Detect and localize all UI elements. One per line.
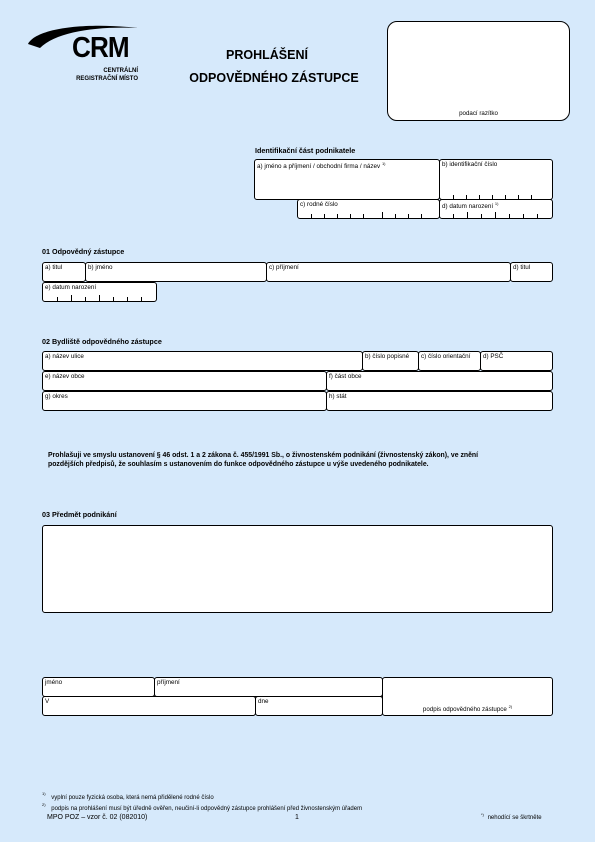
logo-text: CRM <box>72 32 129 64</box>
birth-date-label: d) datum narození <box>442 203 494 210</box>
date-label: dne <box>258 698 269 705</box>
title-before-field[interactable] <box>42 262 86 282</box>
birth-date-field[interactable] <box>439 199 553 219</box>
district-field[interactable] <box>42 391 327 411</box>
footnote-2-text: podpis na prohlášení musí být úředně ověřen, neučiní-li odpovědný zástupce prohlášení před živnostenským úřadem <box>51 806 363 812</box>
signature-caption <box>383 704 552 713</box>
state-label: h) stát <box>329 393 347 400</box>
logo-line1: CENTRÁLNÍ <box>103 68 138 74</box>
representative-birth-date-label: e) datum narození <box>45 284 97 291</box>
business-name-label: a) jméno a příjmení / obchodní firma / název <box>257 163 381 170</box>
footnote-1-mark: 1) <box>42 791 46 796</box>
footnote-1-text: vyplní pouze fyzická osoba, která nemá přidělené rodné číslo <box>51 795 214 801</box>
surname-label: c) příjmení <box>269 264 299 271</box>
signer-first-name-label: jméno <box>45 679 63 686</box>
date-field[interactable] <box>255 696 383 716</box>
zip-field[interactable] <box>480 351 553 371</box>
title-after-label: d) titul <box>513 264 531 271</box>
street-field[interactable] <box>42 351 363 371</box>
footnote-2-mark: 2) <box>42 802 46 807</box>
surname-field[interactable] <box>266 262 511 282</box>
municipality-part-field[interactable] <box>326 371 553 391</box>
crm-logo <box>26 22 146 86</box>
page-number: 1 <box>295 814 299 821</box>
first-name-label: b) jméno <box>88 264 113 271</box>
footnote-1 <box>42 791 214 801</box>
form-id: MPO POZ – vzor č. 02 (082010) <box>47 814 148 821</box>
orientation-number-field[interactable] <box>418 351 481 371</box>
declaration-line1: Prohlašuji ve smyslu ustanovení § 46 odst. 1 a 2 zákona č. 455/1991 Sb., o živnostenském podnikání (živnostenský zákon), ve znění <box>48 452 479 459</box>
footnote-3 <box>481 812 542 821</box>
municipality-field[interactable] <box>42 371 327 391</box>
title-line2: ODPOVĚDNÉHO ZÁSTUPCE <box>189 71 359 85</box>
birth-number-label: c) rodné číslo <box>300 201 338 208</box>
business-subject-field[interactable] <box>42 525 553 613</box>
section02-heading: 02 Bydliště odpovědného zástupce <box>42 337 162 346</box>
representative-birth-date-ticks <box>43 295 156 301</box>
orientation-number-label: c) číslo orientační <box>421 353 471 360</box>
section03-heading: 03 Předmět podnikání <box>42 510 117 519</box>
street-label: a) název ulice <box>45 353 84 360</box>
representative-birth-date-field[interactable] <box>42 282 157 302</box>
ico-field[interactable] <box>439 159 553 200</box>
zip-label: d) PSČ <box>483 353 504 360</box>
place-label: V <box>45 698 50 705</box>
signer-surname-field[interactable] <box>154 677 383 697</box>
page-title <box>160 48 360 85</box>
title-before-label: a) titul <box>45 264 63 271</box>
declaration-text <box>48 451 558 469</box>
business-name-field[interactable] <box>254 159 440 200</box>
business-name-sup: 1) <box>381 161 386 166</box>
birth-number-ticks <box>298 212 439 218</box>
title-line1: PROHLÁŠENÍ <box>226 48 308 62</box>
footnote-3-mark: *) <box>481 812 484 817</box>
place-field[interactable] <box>42 696 256 716</box>
stamp-box[interactable] <box>387 21 570 121</box>
first-name-field[interactable] <box>85 262 267 282</box>
district-label: g) okres <box>45 393 68 400</box>
title-after-field[interactable] <box>510 262 553 282</box>
footnote-2 <box>42 802 362 812</box>
ico-label: b) identifikační číslo <box>442 161 498 168</box>
signer-surname-label: příjmení <box>157 679 180 686</box>
birth-date-sup: 1) <box>494 201 499 206</box>
signer-first-name-field[interactable] <box>42 677 155 697</box>
signature-sup: 2) <box>508 704 513 709</box>
logo-line2: REGISTRAČNÍ MÍSTO <box>76 76 138 82</box>
birth-date-ticks <box>440 212 552 218</box>
house-number-label: b) číslo popisné <box>365 353 410 360</box>
footnote-3-text: nehodící se škrtněte <box>487 815 542 821</box>
birth-number-field[interactable] <box>297 199 440 219</box>
municipality-label: e) název obce <box>45 373 85 380</box>
section01-heading: 01 Odpovědný zástupce <box>42 247 125 256</box>
stamp-label: podací razítko <box>459 110 498 117</box>
state-field[interactable] <box>326 391 553 411</box>
signature-label: podpis odpovědného zástupce <box>422 706 507 713</box>
house-number-field[interactable] <box>362 351 419 371</box>
identification-heading: Identifikační část podnikatele <box>255 146 356 155</box>
declaration-line2: pozdějších předpisů, že souhlasím s ustanovením do funkce odpovědného zástupce u výše uvedeného podnikatele. <box>48 461 429 468</box>
municipality-part-label: f) část obce <box>329 373 362 380</box>
signature-field[interactable] <box>382 677 553 716</box>
